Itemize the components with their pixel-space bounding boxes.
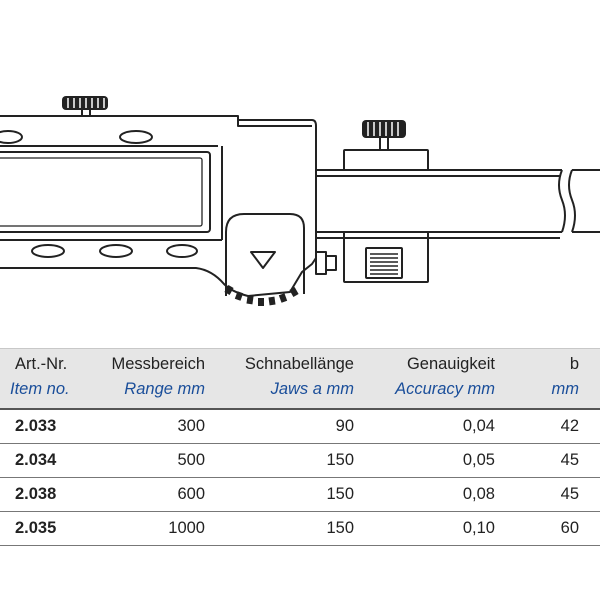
header-item-no: Item no. xyxy=(10,380,70,398)
cell-accuracy: 0,04 xyxy=(462,417,495,435)
cell-b: 60 xyxy=(560,519,579,537)
cell-range: 300 xyxy=(177,417,205,435)
cell-range: 600 xyxy=(177,485,205,503)
cell-jaws: 150 xyxy=(326,485,354,503)
cell-art: 2.033 xyxy=(15,417,57,435)
cell-accuracy: 0,08 xyxy=(462,485,495,503)
cell-b: 45 xyxy=(560,485,579,503)
cell-accuracy: 0,05 xyxy=(462,451,495,469)
table-row xyxy=(0,478,600,512)
header-art-nr: Art.-Nr. xyxy=(15,355,68,373)
cell-b: 45 xyxy=(560,451,579,469)
header-messbereich: Messbereich xyxy=(111,355,205,373)
header-jaws: Jaws a mm xyxy=(270,380,354,398)
cell-b: 42 xyxy=(560,417,579,435)
cell-range: 1000 xyxy=(168,519,205,537)
table-row xyxy=(0,512,600,546)
table-row xyxy=(0,444,600,478)
cell-jaws: 150 xyxy=(326,519,354,537)
cell-art: 2.038 xyxy=(15,485,57,503)
cell-art: 2.035 xyxy=(15,519,57,537)
cell-range: 500 xyxy=(177,451,205,469)
header-schnabellaenge: Schnabellänge xyxy=(244,355,354,373)
cell-art: 2.034 xyxy=(15,451,57,469)
table-row xyxy=(0,410,600,444)
header-accuracy: Accuracy mm xyxy=(395,380,495,398)
cell-jaws: 90 xyxy=(335,417,354,435)
cell-accuracy: 0,10 xyxy=(462,519,495,537)
header-genauigkeit: Genauigkeit xyxy=(406,355,495,373)
header-b: b xyxy=(569,355,579,373)
table-header xyxy=(0,348,600,410)
spec-table xyxy=(0,348,600,546)
header-b-unit: mm xyxy=(551,380,579,398)
header-range: Range mm xyxy=(124,380,205,398)
cell-jaws: 150 xyxy=(326,451,354,469)
